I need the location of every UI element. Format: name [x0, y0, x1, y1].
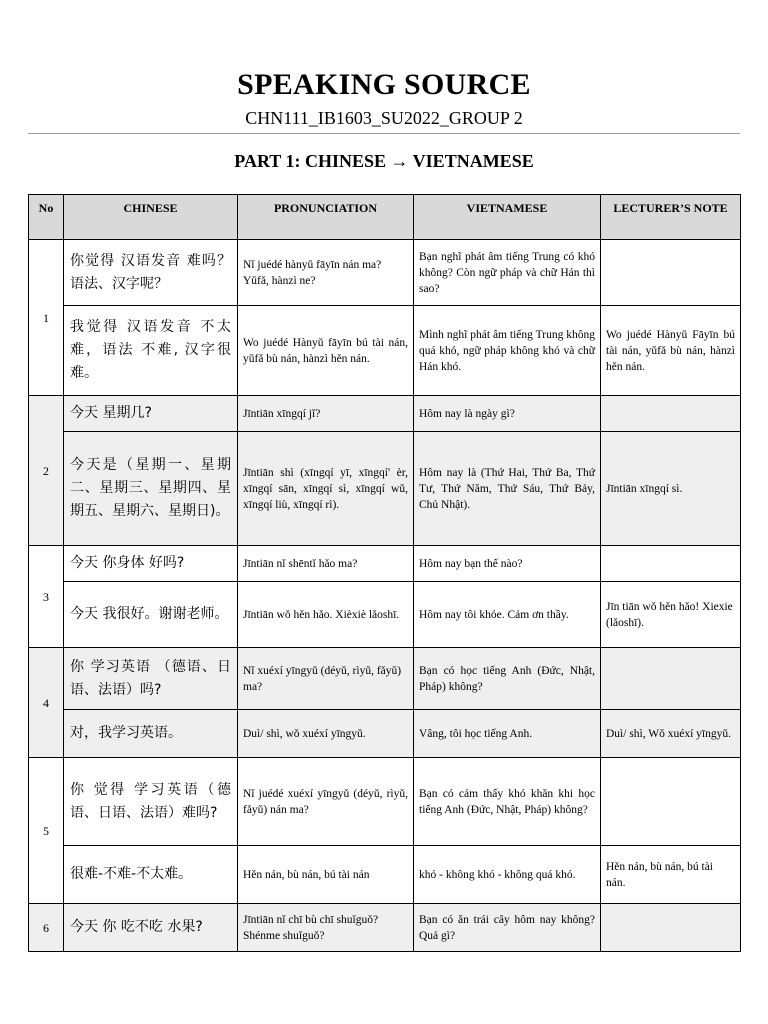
- header-chinese: CHINESE: [64, 195, 238, 240]
- row-number: 5: [29, 758, 64, 904]
- note-cell: Duì/ shì, Wǒ xuéxí yīngyǔ.: [601, 710, 741, 758]
- vietnamese-cell: Bạn nghĩ phát âm tiếng Trung có khó không? Còn ngữ pháp và chữ Hán thì sao?: [414, 240, 601, 306]
- pronunciation-cell: Jīntiān wǒ hěn hǎo. Xièxiè lǎoshī.: [238, 582, 414, 648]
- note-cell: [601, 904, 741, 952]
- vietnamese-cell: khó - không khó - không quá khó.: [414, 846, 601, 904]
- table-header-row: [29, 195, 741, 240]
- chinese-cell: 今天 你 吃不吃 水果?: [64, 904, 238, 952]
- table-row: [29, 846, 741, 904]
- speaking-table: [28, 194, 741, 952]
- row-number: 4: [29, 648, 64, 758]
- note-cell: [601, 240, 741, 306]
- table-row: [29, 432, 741, 546]
- pronunciation-cell: Jīntiān xīngqí jǐ?: [238, 396, 414, 432]
- pronunciation-cell: Hěn nán, bù nán, bú tài nán: [238, 846, 414, 904]
- document-title: SPEAKING SOURCE: [237, 68, 531, 101]
- part-heading: PART 1: CHINESE → VIETNAMESE: [234, 151, 534, 171]
- pronunciation-cell: Nǐ xuéxí yīngyǔ (déyǔ, rìyǔ, fǎyǔ) ma?: [238, 648, 414, 710]
- note-cell: [601, 758, 741, 846]
- table-row: [29, 582, 741, 648]
- row-number: 3: [29, 546, 64, 648]
- chinese-cell: 你觉得 汉语发音 难吗？语法、汉字呢？: [64, 240, 238, 306]
- pronunciation-cell: Jīntiān nǐ chī bù chī shuǐguǒ? Shénme shuǐguǒ?: [238, 904, 414, 952]
- pronunciation-cell: Wo juédé Hànyǔ fāyīn bú tài nán, yǔfǎ bù nán, hànzì hěn nán.: [238, 306, 414, 396]
- vietnamese-cell: Bạn có học tiếng Anh (Đức, Nhật, Pháp) không?: [414, 648, 601, 710]
- chinese-cell: 今天是（星期一、星期二、星期三、星期四、星期五、星期六、星期日)。: [64, 432, 238, 546]
- vietnamese-cell: Vâng, tôi học tiếng Anh.: [414, 710, 601, 758]
- table-row: [29, 648, 741, 710]
- table-row: [29, 904, 741, 952]
- chinese-cell: 今天 星期几?: [64, 396, 238, 432]
- row-number: 2: [29, 396, 64, 546]
- vietnamese-cell: Bạn có cảm thấy khó khăn khi học tiếng Anh (Đức, Nhật, Pháp) không?: [414, 758, 601, 846]
- pronunciation-cell: Nǐ juédé hànyǔ fāyīn nán ma? Yǔfǎ, hànzì ne?: [238, 240, 414, 306]
- row-number: 6: [29, 904, 64, 952]
- chinese-cell: 今天 你身体 好吗?: [64, 546, 238, 582]
- chinese-cell: 我觉得 汉语发音 不太难，语法 不难, 汉字很难。: [64, 306, 238, 396]
- chinese-cell: 很难-不难-不太难。: [64, 846, 238, 904]
- header-vietnamese: VIETNAMESE: [414, 195, 601, 240]
- vietnamese-cell: Hôm nay tôi khỏe. Cảm ơn thầy.: [414, 582, 601, 648]
- header-no: No: [29, 195, 64, 240]
- vietnamese-cell: Hôm nay là ngày gì?: [414, 396, 601, 432]
- header-pronunciation: PRONUNCIATION: [238, 195, 414, 240]
- table-row: [29, 240, 741, 306]
- note-cell: Jīntiān xīngqí sì.: [601, 432, 741, 546]
- pronunciation-cell: Nǐ juédé xuéxí yīngyǔ (déyǔ, rìyǔ, fǎyǔ) nán ma?: [238, 758, 414, 846]
- vietnamese-cell: Hôm nay bạn thế nào?: [414, 546, 601, 582]
- document-subtitle: CHN111_IB1603_SU2022_GROUP 2: [245, 108, 523, 128]
- chinese-cell: 你 觉得 学习英语（德语、日语、法语）难吗?: [64, 758, 238, 846]
- vietnamese-cell: Hôm nay là (Thứ Hai, Thứ Ba, Thứ Tư, Thứ Năm, Thứ Sáu, Thứ Bảy, Chủ Nhật).: [414, 432, 601, 546]
- note-cell: Jīn tiān wǒ hěn hǎo! Xiexie (lǎoshī).: [601, 582, 741, 648]
- note-cell: Hěn nán, bù nán, bú tài nán.: [601, 846, 741, 904]
- pronunciation-cell: Jīntiān shì (xīngqí yī, xīngqí' èr, xīngqí sān, xīngqí sì, xīngqí wǔ, xīngqí liù, xīngqí rì).: [238, 432, 414, 546]
- table-row: [29, 396, 741, 432]
- note-cell: [601, 546, 741, 582]
- table-row: [29, 758, 741, 846]
- chinese-cell: 你 学习英语 （德语、日语、法语）吗?: [64, 648, 238, 710]
- note-cell: [601, 396, 741, 432]
- table-row: [29, 710, 741, 758]
- pronunciation-cell: Jīntiān nǐ shēntǐ hǎo ma?: [238, 546, 414, 582]
- chinese-cell: 对，我学习英语。: [64, 710, 238, 758]
- chinese-cell: 今天 我很好。谢谢老师。: [64, 582, 238, 648]
- table-row: [29, 546, 741, 582]
- note-cell: [601, 648, 741, 710]
- vietnamese-cell: Mình nghĩ phát âm tiếng Trung không quá khó, ngữ pháp không khó và chữ Hán khó.: [414, 306, 601, 396]
- title-divider: [28, 133, 740, 134]
- row-number: 1: [29, 240, 64, 396]
- vietnamese-cell: Bạn có ăn trái cây hôm nay không? Quả gì?: [414, 904, 601, 952]
- note-cell: Wo juédé Hànyǔ Fāyīn bú tài nán, yǔfǎ bù nán, hànzì hěn nán.: [601, 306, 741, 396]
- header-lecturers-note: LECTURER’S NOTE: [601, 195, 741, 240]
- pronunciation-cell: Duì/ shì, wǒ xuéxí yīngyǔ.: [238, 710, 414, 758]
- table-row: [29, 306, 741, 396]
